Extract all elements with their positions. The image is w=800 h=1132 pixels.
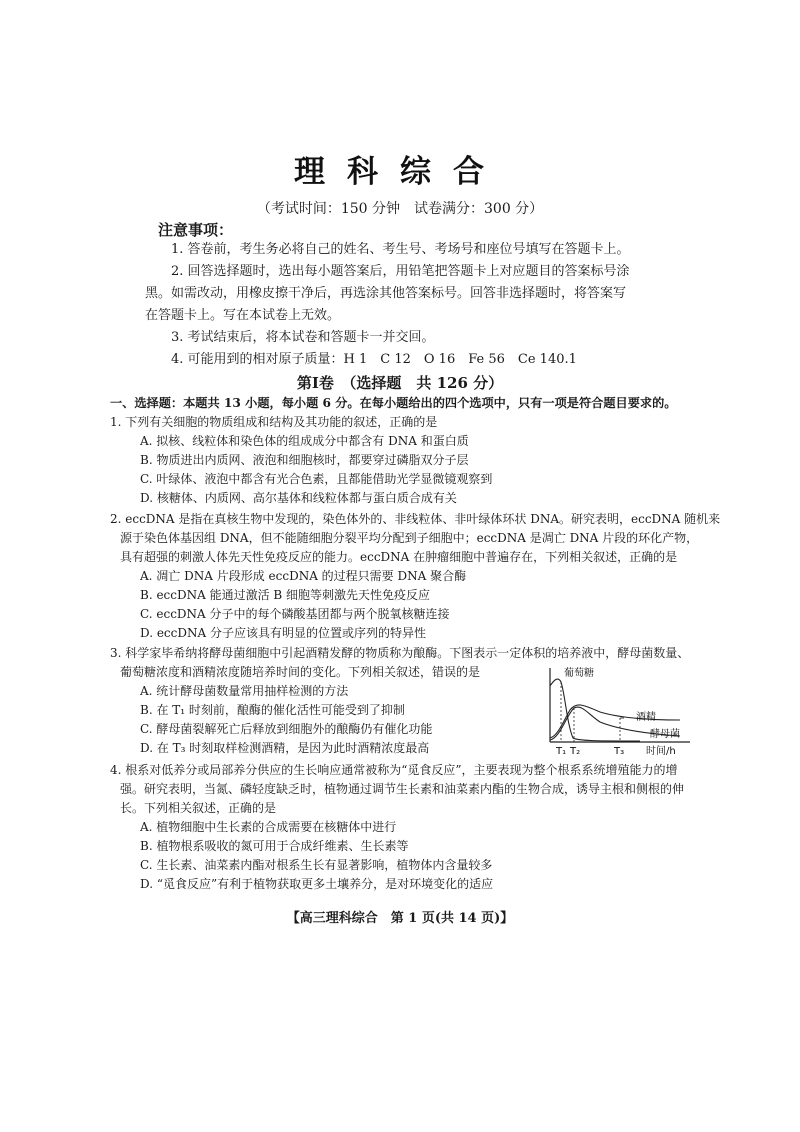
t2-label: T₂ xyxy=(570,746,581,757)
option-d: D. eccDNA 分子应该具有明显的位置或序列的特异性 xyxy=(140,626,426,640)
question-stem: 源于染色体基因组 DNA，但不能随细胞分裂平均分配到子细胞中；eccDNA 是凋亡 DNA 片段的环化产物， xyxy=(120,531,699,545)
notice-item: 4. 可能用到的相对原子质量：H 1 C 12 O 16 Fe 56 Ce 140.1 xyxy=(171,352,577,367)
question-1 xyxy=(110,413,720,508)
question-stem: 3. 科学家毕希纳将酵母菌细胞中引起酒精发酵的物质称为酿酶。下图表示一定体积的培养液中，酵母菌数量、 xyxy=(110,646,690,660)
glucose-label: 葡萄糖 xyxy=(564,668,594,679)
option-a: A. 拟核、线粒体和染色体的组成成分中都含有 DNA 和蛋白质 xyxy=(140,434,469,448)
question-stem: 长。下列相关叙述，正确的是 xyxy=(120,801,277,815)
option-d: D. 在 T₃ 时刻取样检测酒精，是因为此时酒精浓度最高 xyxy=(140,741,430,755)
page-title: 理科综合 xyxy=(294,154,506,190)
section-instructions: 一、选择题：本题共 13 小题，每小题 6 分。在每小题给出的四个选项中，只有一项是符合题目要求的。 xyxy=(110,396,677,410)
yeast-label: 酵母菌 xyxy=(650,729,680,740)
alcohol-label: 酒精 xyxy=(636,712,656,723)
question-stem: 2. eccDNA 是指在真核生物中发现的，染色体外的、非线粒体、非叶绿体环状 DNA。研究表明，eccDNA 随机来 xyxy=(110,512,721,526)
notice-item: 1. 答卷前，考生务必将自己的姓名、考生号、考场号和座位号填写在答题卡上。 xyxy=(171,242,630,257)
exam-time-info: （考试时间：150 分钟 试卷满分：300 分） xyxy=(256,201,544,217)
option-c: C. 叶绿体、液泡中都含有光合色素，且都能借助光学显微镜观察到 xyxy=(140,472,493,486)
question-2 xyxy=(110,510,720,643)
page-footer: 【高三理科综合 第 1 页(共 14 页)】 xyxy=(286,911,514,926)
option-d: D. 核糖体、内质网、高尔基体和线粒体都与蛋白质合成有关 xyxy=(140,491,457,505)
question-stem: 1. 下列有关细胞的物质组成和结构及其功能的叙述，正确的是 xyxy=(110,415,438,429)
question-stem: 强。研究表明，当氮、磷轻度缺乏时，植物通过调节生长素和油菜素内酯的生物合成，诱导主根和侧根的伸 xyxy=(120,782,685,796)
option-a: A. 植物细胞中生长素的合成需要在核糖体中进行 xyxy=(140,820,397,834)
notice-item: 3. 考试结束后，将本试卷和答题卡一并交回。 xyxy=(171,330,435,345)
question-stem: 具有超强的刺激人体先天性免疫反应的能力。eccDNA 在肿瘤细胞中普遍存在，下列相关叙述，正确的是 xyxy=(120,550,678,564)
option-b: B. 在 T₁ 时刻前，酿酶的催化活性可能受到了抑制 xyxy=(140,703,405,717)
option-a: A. 统计酵母菌数量常用抽样检测的方法 xyxy=(140,684,349,698)
t1-label: T₁ xyxy=(556,746,567,757)
notice-item: 2. 回答选择题时，选出每小题答案后，用铅笔把答题卡上对应题目的答案标号涂黑。如需改动，用橡皮擦干净后，再选涂其他答案标号。回答非选择题时，将答案写在答题卡上。写在本试卷上无效。 xyxy=(145,264,630,323)
question-4 xyxy=(110,761,720,894)
option-c: C. eccDNA 分子中的每个磷酸基团都与两个脱氧核糖连接 xyxy=(140,607,450,621)
notice-heading: 注意事项： xyxy=(158,221,234,239)
option-b: B. 植物根系吸收的氮可用于合成纤维素、生长素等 xyxy=(140,839,409,853)
option-b: B. eccDNA 能通过激活 B 细胞等刺激先天性免疫反应 xyxy=(140,588,431,602)
option-b: B. 物质进出内质网、液泡和细胞核时，都要穿过磷脂双分子层 xyxy=(140,453,469,467)
option-a: A. 凋亡 DNA 片段形成 eccDNA 的过程只需要 DNA 聚合酶 xyxy=(140,569,467,583)
t3-label: T₃ xyxy=(614,746,625,757)
time-axis-label: 时间/h xyxy=(646,746,676,757)
option-c: C. 生长素、油菜素内酯对根系生长有显著影响，植物体内含量较多 xyxy=(140,858,493,872)
question-stem: 葡萄糖浓度和酒精浓度随培养时间的变化。下列相关叙述，错误的是 xyxy=(120,665,481,679)
question-stem: 4. 根系对低养分或局部养分供应的生长响应通常被称为“觅食反应”，主要表现为整个根系系统增殖能力的增 xyxy=(110,763,678,777)
section-title: 第Ⅰ卷 （选择题 共 126 分） xyxy=(296,374,504,392)
option-d: D. “觅食反应”有利于植物获取更多土壤养分，是对环境变化的适应 xyxy=(140,877,494,891)
notice-list xyxy=(145,239,630,371)
yeast-culture-graph xyxy=(540,664,700,760)
option-c: C. 酵母菌裂解死亡后释放到细胞外的酿酶仍有催化功能 xyxy=(140,722,433,736)
